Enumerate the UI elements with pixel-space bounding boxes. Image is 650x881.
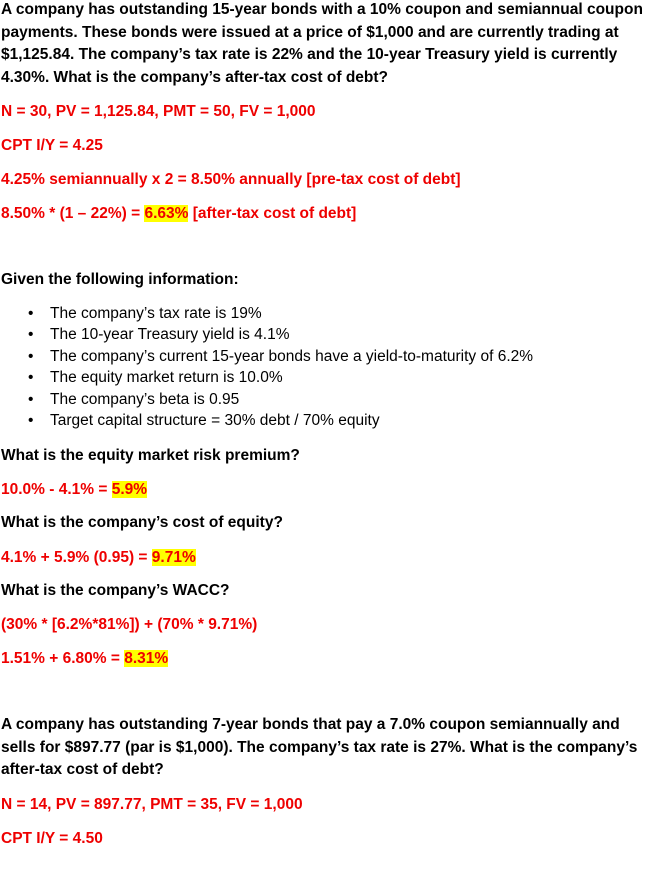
problem-1-aftertax-cost — [1, 203, 650, 224]
list-item-text: The company’s beta is 0.95 — [50, 390, 240, 408]
list-item-text: The company’s tax rate is 19% — [50, 304, 262, 322]
problem-2-wacc-formula: (30% * [6.2%*81%]) + (70% * 9.71%) — [1, 616, 258, 633]
problem-1-aftertax-formula: 8.50% * (1 – 22%) = — [1, 205, 145, 222]
problem-2-answer-cost-of-equity — [1, 547, 650, 568]
problem-2-info-list — [1, 303, 650, 432]
bullet-icon: • — [28, 347, 34, 365]
list-item-text: The equity market return is 10.0% — [50, 369, 283, 386]
problem-2 — [1, 269, 650, 669]
list-item — [1, 367, 650, 389]
cost-of-equity-formula: 4.1% + 5.9% (0.95) = — [1, 548, 152, 566]
bullet-icon: • — [28, 390, 34, 408]
risk-premium-highlight: 5.9% — [111, 481, 148, 498]
problem-1-question: A company has outstanding 15-year bonds with a 10% coupon and semiannual coupon payments. These bonds were issued at a price of $1,000 and are currently trading at $1,125.84. The company’s tax rate is 22% and the 10-year Treasury yield is currently 4.30%. What is the company’s after-tax cost of debt? — [1, 1, 643, 86]
bullet-icon: • — [28, 412, 34, 429]
problem-1-compute-yield: CPT I/Y = 4.25 — [1, 137, 103, 154]
problem-3 — [1, 714, 650, 849]
list-item-text: Target capital structure = 30% debt / 70% equity — [50, 412, 380, 429]
problem-1-answer-highlight: 6.63% — [144, 205, 189, 222]
problem-2-answer-risk-premium — [1, 479, 650, 500]
problem-2-answer-wacc — [1, 648, 650, 669]
list-item — [1, 303, 650, 325]
list-item-text: The company’s current 15-year bonds have a yield-to-maturity of 6.2% — [50, 347, 534, 365]
problem-2-question-wacc: What is the company’s WACC? — [1, 581, 230, 599]
wacc-sum: 1.51% + 6.80% = — [1, 650, 125, 667]
cost-of-equity-highlight: 9.71% — [151, 548, 196, 566]
list-item-text: The 10-year Treasury yield is 4.1% — [50, 326, 290, 343]
problem-3-question: A company has outstanding 7-year bonds that pay a 7.0% coupon semiannually and sells for $897.77 (par is $1,000). The company’s tax rate is 27%. What is the company’s after-tax cost of debt? — [1, 716, 638, 778]
problem-2-question-risk-premium: What is the equity market risk premium? — [1, 446, 300, 464]
bullet-icon: • — [28, 369, 34, 386]
list-item — [1, 389, 650, 411]
risk-premium-formula: 10.0% - 4.1% = — [1, 481, 112, 498]
wacc-highlight: 8.31% — [124, 650, 169, 667]
bullet-icon: • — [28, 304, 34, 322]
problem-1-calculator-inputs: N = 30, PV = 1,125.84, PMT = 50, FV = 1,000 — [1, 103, 316, 120]
list-item — [1, 346, 650, 368]
problem-1-pretax-cost: 4.25% semiannually x 2 = 8.50% annually [pre-tax cost of debt] — [1, 171, 461, 188]
problem-1 — [1, 0, 650, 224]
list-item — [1, 324, 650, 346]
problem-3-compute-yield: CPT I/Y = 4.50 — [1, 829, 103, 847]
problem-2-intro: Given the following information: — [1, 271, 239, 288]
list-item — [1, 410, 650, 432]
bullet-icon: • — [28, 326, 34, 343]
problem-1-aftertax-note: [after-tax cost of debt] — [188, 205, 357, 222]
problem-2-question-cost-of-equity: What is the company’s cost of equity? — [1, 514, 283, 531]
problem-3-calculator-inputs: N = 14, PV = 897.77, PMT = 35, FV = 1,000 — [1, 795, 303, 813]
